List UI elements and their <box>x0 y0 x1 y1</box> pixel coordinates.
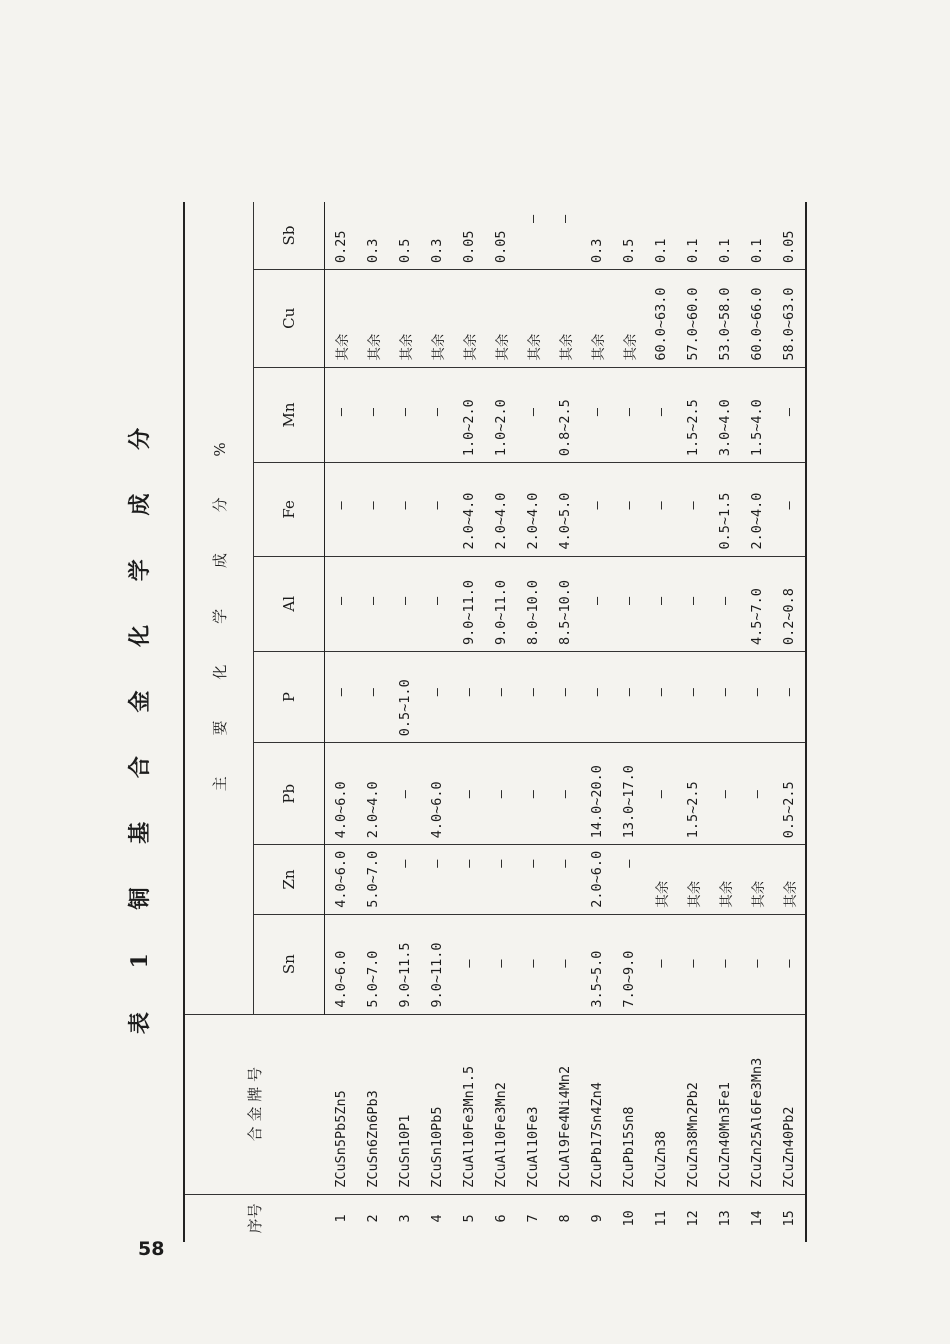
alloy-header: 合 金 牌 号 <box>184 1014 325 1194</box>
composition-cell: 其余 <box>581 269 613 367</box>
row-number: 3 <box>397 1214 413 1223</box>
composition-cell: 9.0~11.0 <box>453 556 485 652</box>
composition-cell: 1.0~2.0 <box>485 367 517 463</box>
alloy-grade: ZCuZn40Pb2 <box>773 1014 806 1194</box>
composition-cell: 其余 <box>517 269 549 367</box>
composition-cell: 其余 <box>453 269 485 367</box>
composition-cell: 9.0~11.0 <box>421 914 453 1014</box>
composition-cell: — <box>357 556 389 652</box>
composition-cell: 0.1 <box>709 202 741 269</box>
composition-cell: — <box>773 367 806 463</box>
composition-cell: — <box>645 743 677 845</box>
row-number: 12 <box>685 1210 701 1227</box>
composition-cell: 8.5~10.0 <box>549 556 581 652</box>
composition-cell: — <box>645 556 677 652</box>
composition-cell: — <box>453 914 485 1014</box>
composition-cell: 其余 <box>773 845 806 914</box>
composition-cell: 其余 <box>613 269 645 367</box>
composition-cell: — <box>549 202 581 269</box>
composition-cell: — <box>453 845 485 914</box>
composition-cell: — <box>581 463 613 556</box>
composition-cell: — <box>677 914 709 1014</box>
alloy-grade: ZCuPb15Sn8 <box>613 1014 645 1194</box>
composition-cell: — <box>517 845 549 914</box>
composition-cell: — <box>389 367 421 463</box>
composition-cell: 0.5~2.5 <box>773 743 806 845</box>
composition-cell: — <box>613 367 645 463</box>
row-number: 5 <box>461 1214 477 1223</box>
composition-cell: 13.0~17.0 <box>613 743 645 845</box>
table-row <box>517 202 549 1242</box>
alloy-grade: ZCuPb17Sn4Zn4 <box>581 1014 613 1194</box>
composition-cell: — <box>741 914 773 1014</box>
table-row <box>677 202 709 1242</box>
composition-cell: — <box>453 743 485 845</box>
composition-cell: 1.5~2.5 <box>677 743 709 845</box>
composition-cell: — <box>421 367 453 463</box>
composition-cell: 7.0~9.0 <box>613 914 645 1014</box>
composition-cell: — <box>357 652 389 743</box>
seq-header: 序号 <box>246 1203 265 1234</box>
composition-cell: 2.0~4.0 <box>741 463 773 556</box>
composition-cell: 0.5~1.5 <box>709 463 741 556</box>
alloy-grade: ZCuZn38Mn2Pb2 <box>677 1014 709 1194</box>
composition-cell: 其余 <box>741 845 773 914</box>
composition-cell: — <box>325 556 358 652</box>
table-body <box>325 202 807 1242</box>
composition-cell: 4.0~6.0 <box>325 914 358 1014</box>
composition-cell: — <box>421 463 453 556</box>
table-row <box>421 202 453 1242</box>
alloy-grade: ZCuAl9Fe4Ni4Mn2 <box>549 1014 581 1194</box>
composition-cell: — <box>485 652 517 743</box>
composition-cell: — <box>325 463 358 556</box>
composition-cell: 2.0~4.0 <box>485 463 517 556</box>
alloy-grade: ZCuSn10P1 <box>389 1014 421 1194</box>
element-header-pb: Pb <box>254 743 325 845</box>
table-row <box>389 202 421 1242</box>
table-row <box>581 202 613 1242</box>
row-number: 14 <box>749 1210 765 1227</box>
composition-cell: — <box>517 367 549 463</box>
composition-cell: 1.5~4.0 <box>741 367 773 463</box>
row-number: 11 <box>653 1210 669 1227</box>
composition-cell: 5.0~7.0 <box>357 845 389 914</box>
row-number: 9 <box>589 1214 605 1223</box>
composition-cell: 2.0~4.0 <box>453 463 485 556</box>
composition-cell: — <box>773 652 806 743</box>
composition-cell: — <box>421 845 453 914</box>
composition-cell: 其余 <box>357 269 389 367</box>
composition-cell: — <box>709 743 741 845</box>
composition-cell: — <box>709 914 741 1014</box>
composition-cell: — <box>517 202 549 269</box>
alloy-grade: ZCuAl10Fe3 <box>517 1014 549 1194</box>
composition-cell: — <box>709 652 741 743</box>
row-number: 13 <box>717 1210 733 1227</box>
composition-cell: 0.8~2.5 <box>549 367 581 463</box>
table-row <box>773 202 806 1242</box>
composition-cell: — <box>645 914 677 1014</box>
composition-cell: — <box>645 652 677 743</box>
composition-cell: — <box>485 845 517 914</box>
composition-group-header: 主 要 化 学 成 分 % <box>184 202 254 1014</box>
alloy-grade: ZCuSn10Pb5 <box>421 1014 453 1194</box>
composition-cell: 4.0~6.0 <box>421 743 453 845</box>
table-row <box>741 202 773 1242</box>
composition-cell: — <box>581 556 613 652</box>
composition-cell: 5.0~7.0 <box>357 914 389 1014</box>
composition-cell: — <box>549 743 581 845</box>
composition-cell: — <box>357 463 389 556</box>
table-row <box>549 202 581 1242</box>
composition-cell: — <box>389 845 421 914</box>
composition-cell: 0.5 <box>613 202 645 269</box>
composition-cell: 其余 <box>645 845 677 914</box>
composition-cell: 8.0~10.0 <box>517 556 549 652</box>
composition-cell: — <box>517 914 549 1014</box>
composition-cell: — <box>645 367 677 463</box>
composition-cell: 4.0~5.0 <box>549 463 581 556</box>
row-number: 10 <box>621 1210 637 1227</box>
alloy-grade: ZCuAl10Fe3Mn1.5 <box>453 1014 485 1194</box>
composition-cell: 3.0~4.0 <box>709 367 741 463</box>
composition-cell: — <box>677 556 709 652</box>
composition-cell: 2.0~6.0 <box>581 845 613 914</box>
composition-cell: 0.25 <box>325 202 358 269</box>
composition-cell: 60.0~63.0 <box>645 269 677 367</box>
composition-cell: 0.2~0.8 <box>773 556 806 652</box>
composition-cell: 其余 <box>485 269 517 367</box>
composition-cell: 2.0~4.0 <box>517 463 549 556</box>
alloy-grade: ZCuZn40Mn3Fe1 <box>709 1014 741 1194</box>
composition-cell: 0.05 <box>453 202 485 269</box>
row-number: 15 <box>781 1210 797 1227</box>
composition-cell: — <box>645 463 677 556</box>
composition-cell: 9.0~11.0 <box>485 556 517 652</box>
element-header-sn: Sn <box>254 914 325 1014</box>
composition-cell: 3.5~5.0 <box>581 914 613 1014</box>
table-row <box>453 202 485 1242</box>
table-row <box>325 202 358 1242</box>
composition-cell: — <box>549 652 581 743</box>
composition-cell: 其余 <box>709 845 741 914</box>
composition-cell: — <box>389 556 421 652</box>
composition-cell: 14.0~20.0 <box>581 743 613 845</box>
composition-cell: — <box>485 914 517 1014</box>
composition-cell: 57.0~60.0 <box>677 269 709 367</box>
element-header-zn: Zn <box>254 845 325 914</box>
composition-cell: 53.0~58.0 <box>709 269 741 367</box>
row-number: 2 <box>365 1214 381 1223</box>
composition-cell: — <box>453 652 485 743</box>
composition-cell: 58.0~63.0 <box>773 269 806 367</box>
composition-cell: 0.3 <box>581 202 613 269</box>
composition-cell: 其余 <box>677 845 709 914</box>
composition-cell: 4.0~6.0 <box>325 845 358 914</box>
composition-cell: — <box>517 652 549 743</box>
table-row <box>645 202 677 1242</box>
composition-cell: 0.1 <box>741 202 773 269</box>
composition-cell: — <box>613 556 645 652</box>
composition-cell: — <box>357 367 389 463</box>
composition-cell: — <box>613 845 645 914</box>
composition-cell: 0.05 <box>773 202 806 269</box>
composition-cell: — <box>485 743 517 845</box>
composition-cell: — <box>773 463 806 556</box>
table-row <box>357 202 389 1242</box>
alloy-grade: ZCuSn6Zn6Pb3 <box>357 1014 389 1194</box>
composition-cell: 0.05 <box>485 202 517 269</box>
composition-cell: — <box>613 652 645 743</box>
composition-cell: 9.0~11.5 <box>389 914 421 1014</box>
rotated-table-block <box>115 202 835 1242</box>
element-header-p: P <box>254 652 325 743</box>
composition-cell: 4.5~7.0 <box>741 556 773 652</box>
composition-cell: 0.3 <box>421 202 453 269</box>
alloy-grade: ZCuSn5Pb5Zn5 <box>325 1014 358 1194</box>
composition-cell: 0.1 <box>645 202 677 269</box>
composition-table <box>183 202 807 1242</box>
composition-cell: 0.1 <box>677 202 709 269</box>
composition-cell: — <box>709 556 741 652</box>
element-header-fe: Fe <box>254 463 325 556</box>
composition-cell: 1.5~2.5 <box>677 367 709 463</box>
alloy-grade: ZCuZn38 <box>645 1014 677 1194</box>
composition-cell: — <box>613 463 645 556</box>
composition-cell: — <box>389 743 421 845</box>
row-number: 4 <box>429 1214 445 1223</box>
composition-cell: — <box>741 652 773 743</box>
header-row-top <box>184 202 254 1242</box>
composition-cell: 其余 <box>389 269 421 367</box>
composition-cell: 0.5 <box>389 202 421 269</box>
composition-cell: — <box>325 652 358 743</box>
composition-cell: 1.0~2.0 <box>453 367 485 463</box>
alloy-grade: ZCuAl10Fe3Mn2 <box>485 1014 517 1194</box>
composition-cell: 其余 <box>549 269 581 367</box>
element-header-mn: Mn <box>254 367 325 463</box>
composition-cell: — <box>581 652 613 743</box>
composition-cell: — <box>581 367 613 463</box>
composition-cell: 4.0~6.0 <box>325 743 358 845</box>
table-row <box>709 202 741 1242</box>
composition-cell: — <box>421 556 453 652</box>
element-header-cu: Cu <box>254 269 325 367</box>
alloy-grade: ZCuZn25Al6Fe3Mn3 <box>741 1014 773 1194</box>
table-title: 表 1 铜 基 合 金 化 学 成 分 <box>127 409 153 1035</box>
row-number: 7 <box>525 1214 541 1223</box>
table-row <box>485 202 517 1242</box>
element-header-al: Al <box>254 556 325 652</box>
composition-cell: — <box>389 463 421 556</box>
row-number: 6 <box>493 1214 509 1223</box>
composition-cell: — <box>549 914 581 1014</box>
table-row <box>613 202 645 1242</box>
composition-cell: — <box>677 652 709 743</box>
composition-cell: — <box>325 367 358 463</box>
composition-cell: 0.3 <box>357 202 389 269</box>
composition-cell: — <box>549 845 581 914</box>
page-number: 58 <box>138 1238 165 1260</box>
element-header-sb: Sb <box>254 202 325 269</box>
composition-cell: 其余 <box>325 269 358 367</box>
composition-cell: — <box>741 743 773 845</box>
composition-cell: — <box>677 463 709 556</box>
composition-cell: — <box>421 652 453 743</box>
row-number: 1 <box>332 1214 349 1223</box>
row-number: 8 <box>557 1214 573 1223</box>
composition-cell: — <box>517 743 549 845</box>
composition-cell: 其余 <box>421 269 453 367</box>
composition-cell: 60.0~66.0 <box>741 269 773 367</box>
composition-cell: 0.5~1.0 <box>389 652 421 743</box>
composition-cell: — <box>773 914 806 1014</box>
composition-cell: 2.0~4.0 <box>357 743 389 845</box>
